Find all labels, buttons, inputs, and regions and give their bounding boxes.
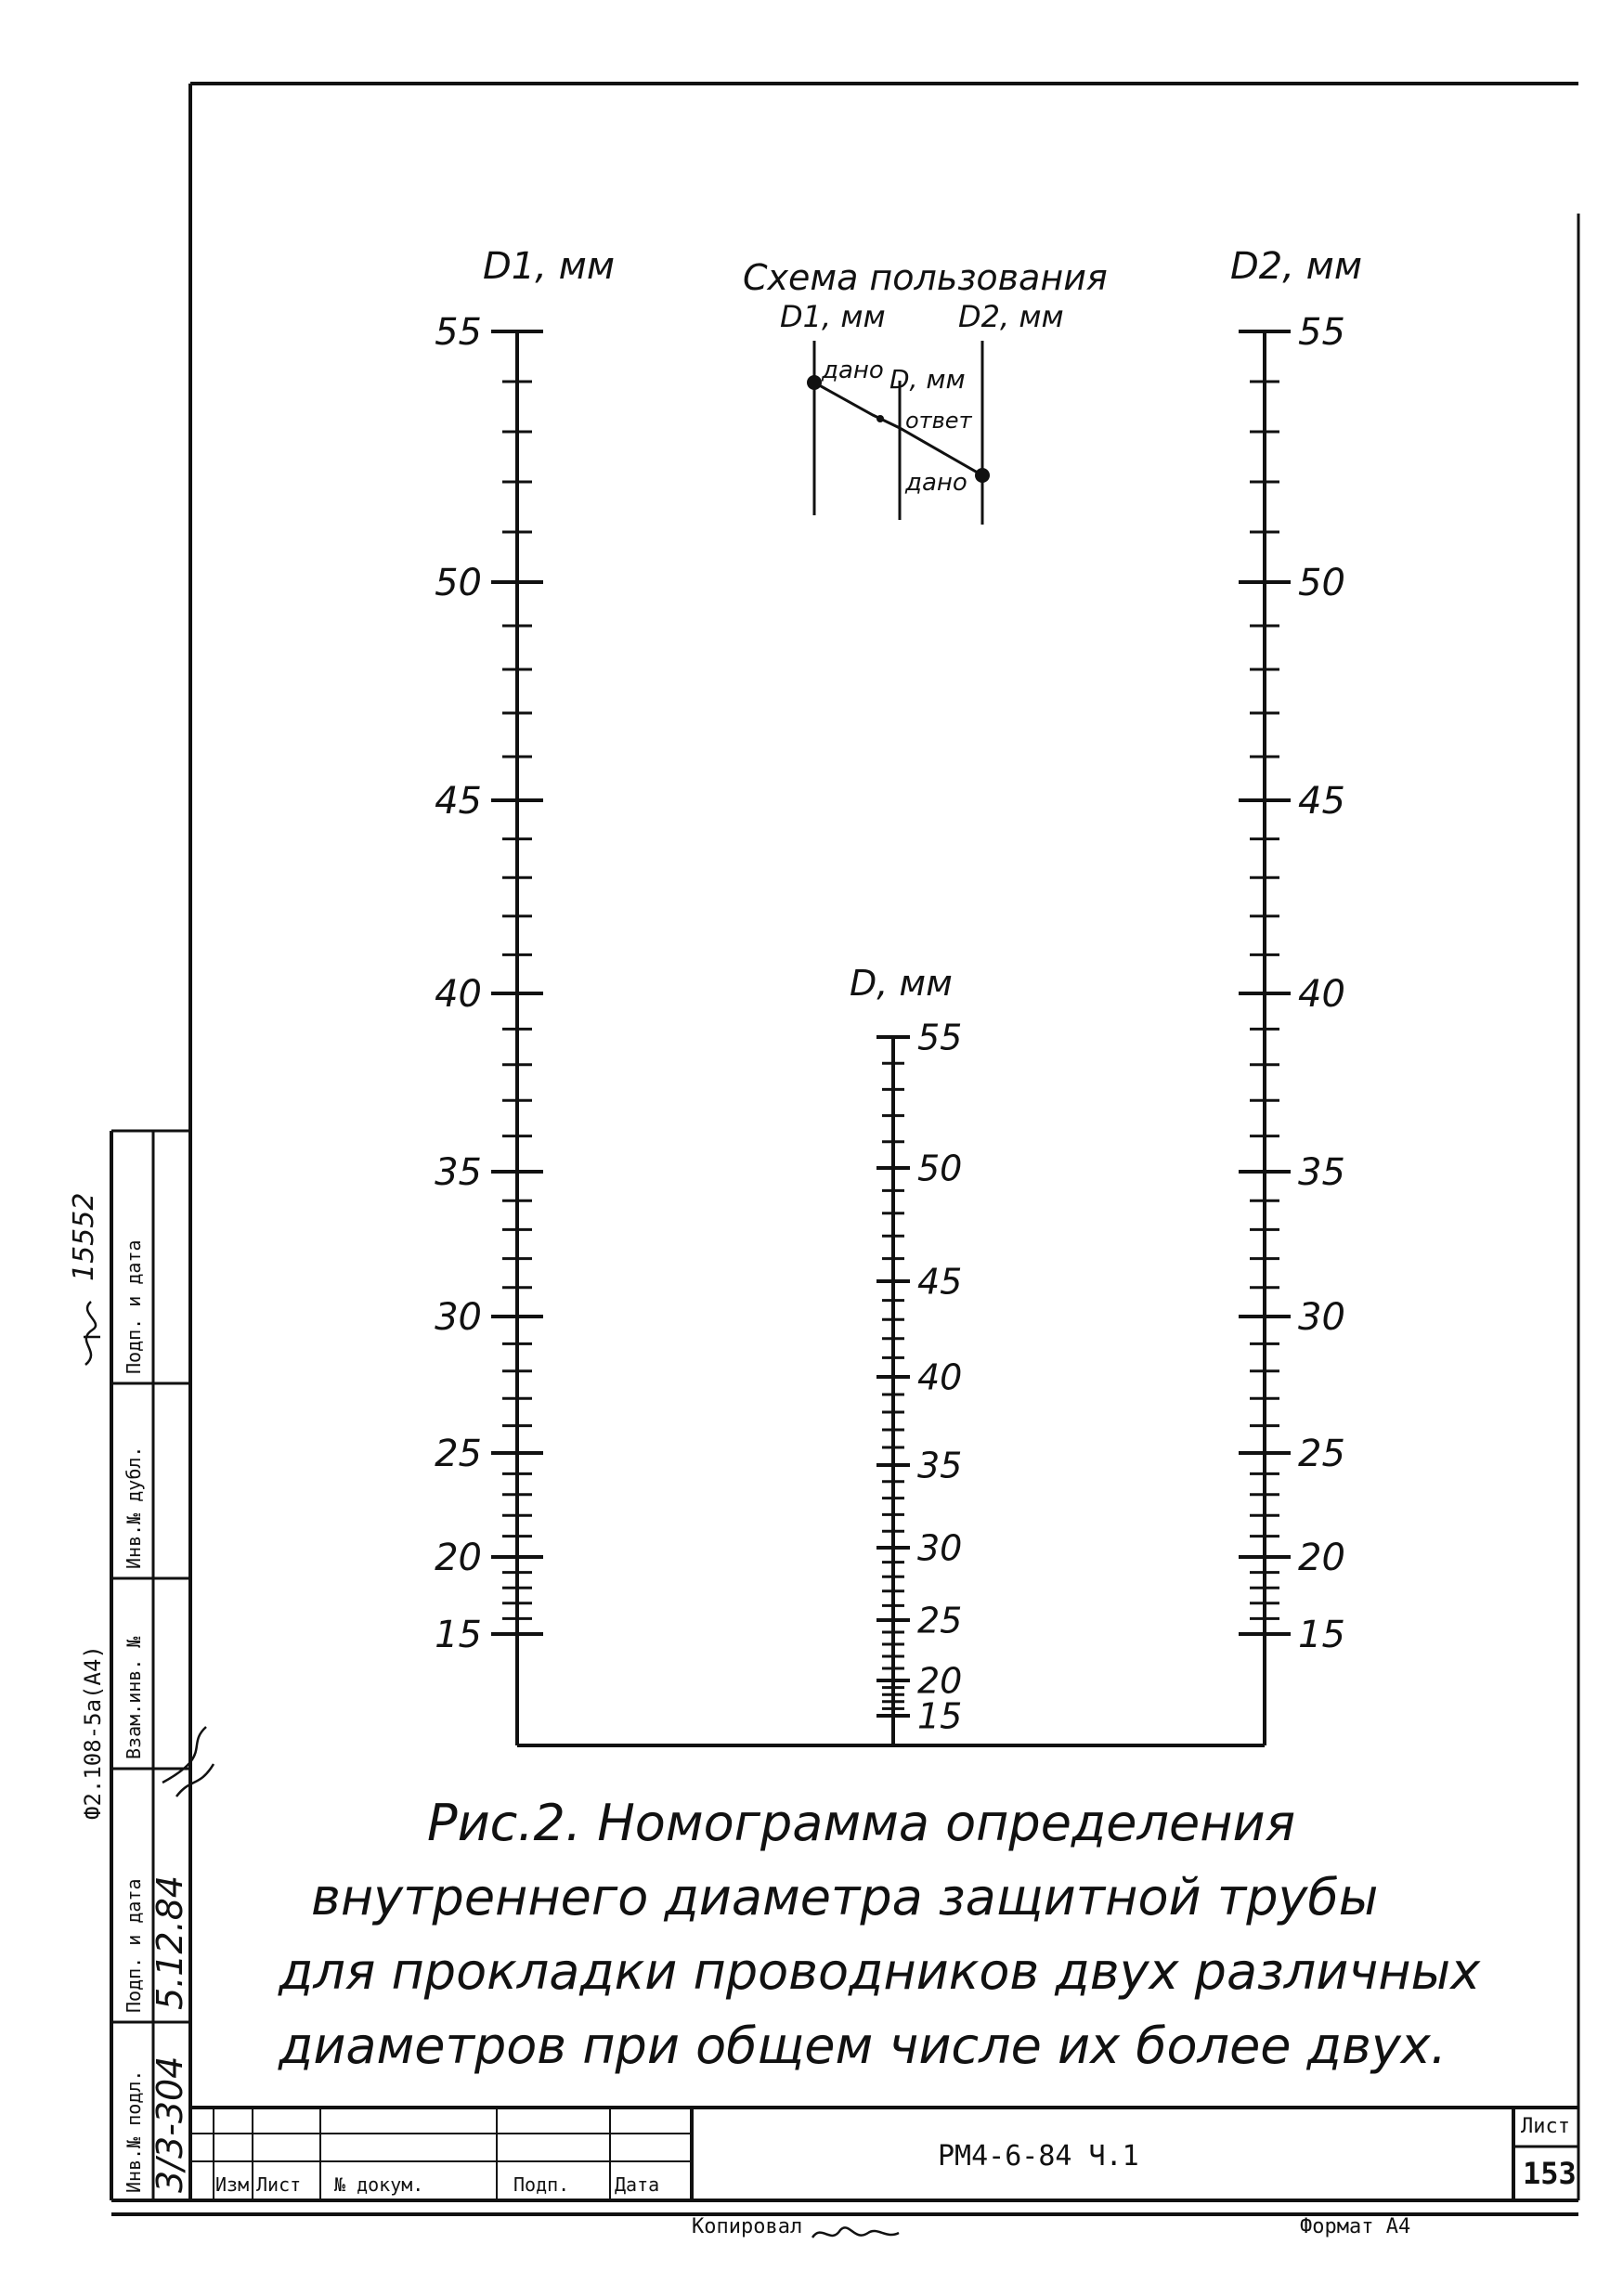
left-axis-tick-label: 15 bbox=[435, 1614, 482, 1656]
col-change: Изм bbox=[215, 2173, 250, 2196]
usage-scheme-given-point-right bbox=[975, 468, 990, 483]
middle-axis-tick-label: 30 bbox=[917, 1527, 963, 1569]
right-axis-tick-label: 30 bbox=[1298, 1296, 1345, 1339]
right-axis-tick-label: 25 bbox=[1298, 1433, 1345, 1475]
middle-axis-tick-label: 15 bbox=[917, 1695, 963, 1737]
middle-axis-tick-label: 45 bbox=[917, 1261, 963, 1303]
usage-scheme bbox=[743, 257, 1108, 525]
col-sign: Подп. bbox=[513, 2173, 570, 2196]
stamp-inv-dup: Инв.№ дубл. bbox=[123, 1446, 145, 1569]
middle-axis-ticks bbox=[876, 1017, 962, 1736]
usage-scheme-given-left: дано bbox=[822, 357, 884, 384]
stamp-signature-1 bbox=[84, 1302, 100, 1365]
left-axis-tick-label: 20 bbox=[435, 1537, 482, 1579]
left-axis-tick-label: 25 bbox=[435, 1433, 482, 1475]
left-axis-ticks bbox=[435, 311, 543, 1656]
left-axis-tick-label: 35 bbox=[435, 1151, 482, 1194]
stamp-signature-2 bbox=[162, 1727, 214, 1797]
middle-axis-tick-label: 35 bbox=[917, 1445, 963, 1486]
footer-copied: Копировал bbox=[692, 2215, 803, 2238]
copier-signature bbox=[812, 2227, 899, 2238]
side-stamp bbox=[68, 1131, 214, 2200]
col-date: Дата bbox=[615, 2173, 660, 2196]
caption-line-4: диаметров при общем числе их более двух. bbox=[279, 2017, 1447, 2075]
caption-line-1: Рис.2. Номограмма определения bbox=[427, 1794, 1296, 1852]
left-axis-tick-label: 30 bbox=[435, 1296, 482, 1339]
usage-scheme-d1-label: D1, мм bbox=[780, 299, 886, 334]
stamp-replace-inv: Взам.инв. № bbox=[123, 1636, 145, 1759]
sheet-number: 153 bbox=[1523, 2156, 1577, 2191]
caption-line-3: для прокладки проводников двух различных bbox=[279, 1942, 1481, 2001]
middle-axis-title: D, мм bbox=[850, 963, 953, 1004]
usage-scheme-given-right: дано bbox=[905, 469, 967, 497]
middle-axis-tick-label: 20 bbox=[917, 1660, 963, 1702]
right-axis-tick-label: 35 bbox=[1298, 1151, 1345, 1194]
right-axis-tick-label: 45 bbox=[1298, 780, 1345, 823]
right-axis-ticks bbox=[1239, 311, 1345, 1656]
stamp-date-value: 5.12.84 bbox=[149, 1874, 190, 2010]
right-axis-title: D2, мм bbox=[1230, 245, 1363, 288]
middle-axis-tick-label: 40 bbox=[917, 1356, 963, 1398]
left-axis-title: D1, мм bbox=[483, 245, 616, 288]
left-axis-tick-label: 40 bbox=[435, 973, 482, 1016]
stamp-form-code: Ф2.108-5а(А4) bbox=[80, 1645, 106, 1820]
footer-format: Формат А4 bbox=[1300, 2215, 1411, 2238]
stamp-handwritten-note: 15552 bbox=[68, 1192, 100, 1281]
left-axis-tick-label: 50 bbox=[435, 562, 482, 604]
usage-scheme-answer: ответ bbox=[905, 408, 972, 434]
right-axis-tick-label: 40 bbox=[1298, 973, 1345, 1016]
document-designation: РМ4-6-84 Ч.1 bbox=[938, 2140, 1139, 2173]
right-axis-tick-label: 55 bbox=[1298, 311, 1345, 354]
usage-scheme-arrow-mark bbox=[876, 415, 884, 422]
middle-axis-tick-label: 55 bbox=[917, 1017, 963, 1058]
sheet-label: Лист bbox=[1521, 2115, 1570, 2138]
footer bbox=[692, 2215, 1410, 2238]
right-axis-tick-label: 20 bbox=[1298, 1537, 1345, 1579]
stamp-inv-value: 3/3-304 bbox=[149, 2056, 190, 2193]
usage-scheme-d2-label: D2, мм bbox=[958, 299, 1064, 334]
title-block bbox=[190, 2108, 1578, 2200]
left-axis-tick-label: 45 bbox=[435, 780, 482, 823]
col-sheet: Лист bbox=[256, 2173, 302, 2196]
usage-scheme-d-label: D, мм bbox=[889, 364, 966, 395]
right-axis-tick-label: 15 bbox=[1298, 1614, 1345, 1656]
middle-axis-tick-label: 50 bbox=[917, 1148, 963, 1189]
middle-axis-tick-label: 25 bbox=[917, 1600, 963, 1641]
col-doc: № докум. bbox=[334, 2173, 424, 2196]
usage-scheme-given-point-left bbox=[807, 375, 822, 390]
caption-line-2: внутреннего диаметра защитной трубы bbox=[311, 1868, 1379, 1926]
usage-scheme-title: Схема пользования bbox=[743, 257, 1108, 298]
left-axis-tick-label: 55 bbox=[435, 311, 482, 354]
stamp-sign-date-1: Подп. и дата bbox=[123, 1239, 145, 1374]
figure-caption bbox=[278, 1794, 1481, 2075]
stamp-inv-original: Инв.№ подл. bbox=[123, 2069, 145, 2193]
right-axis-tick-label: 50 bbox=[1298, 562, 1345, 604]
stamp-sign-date-2: Подп. и дата bbox=[123, 1878, 145, 2013]
